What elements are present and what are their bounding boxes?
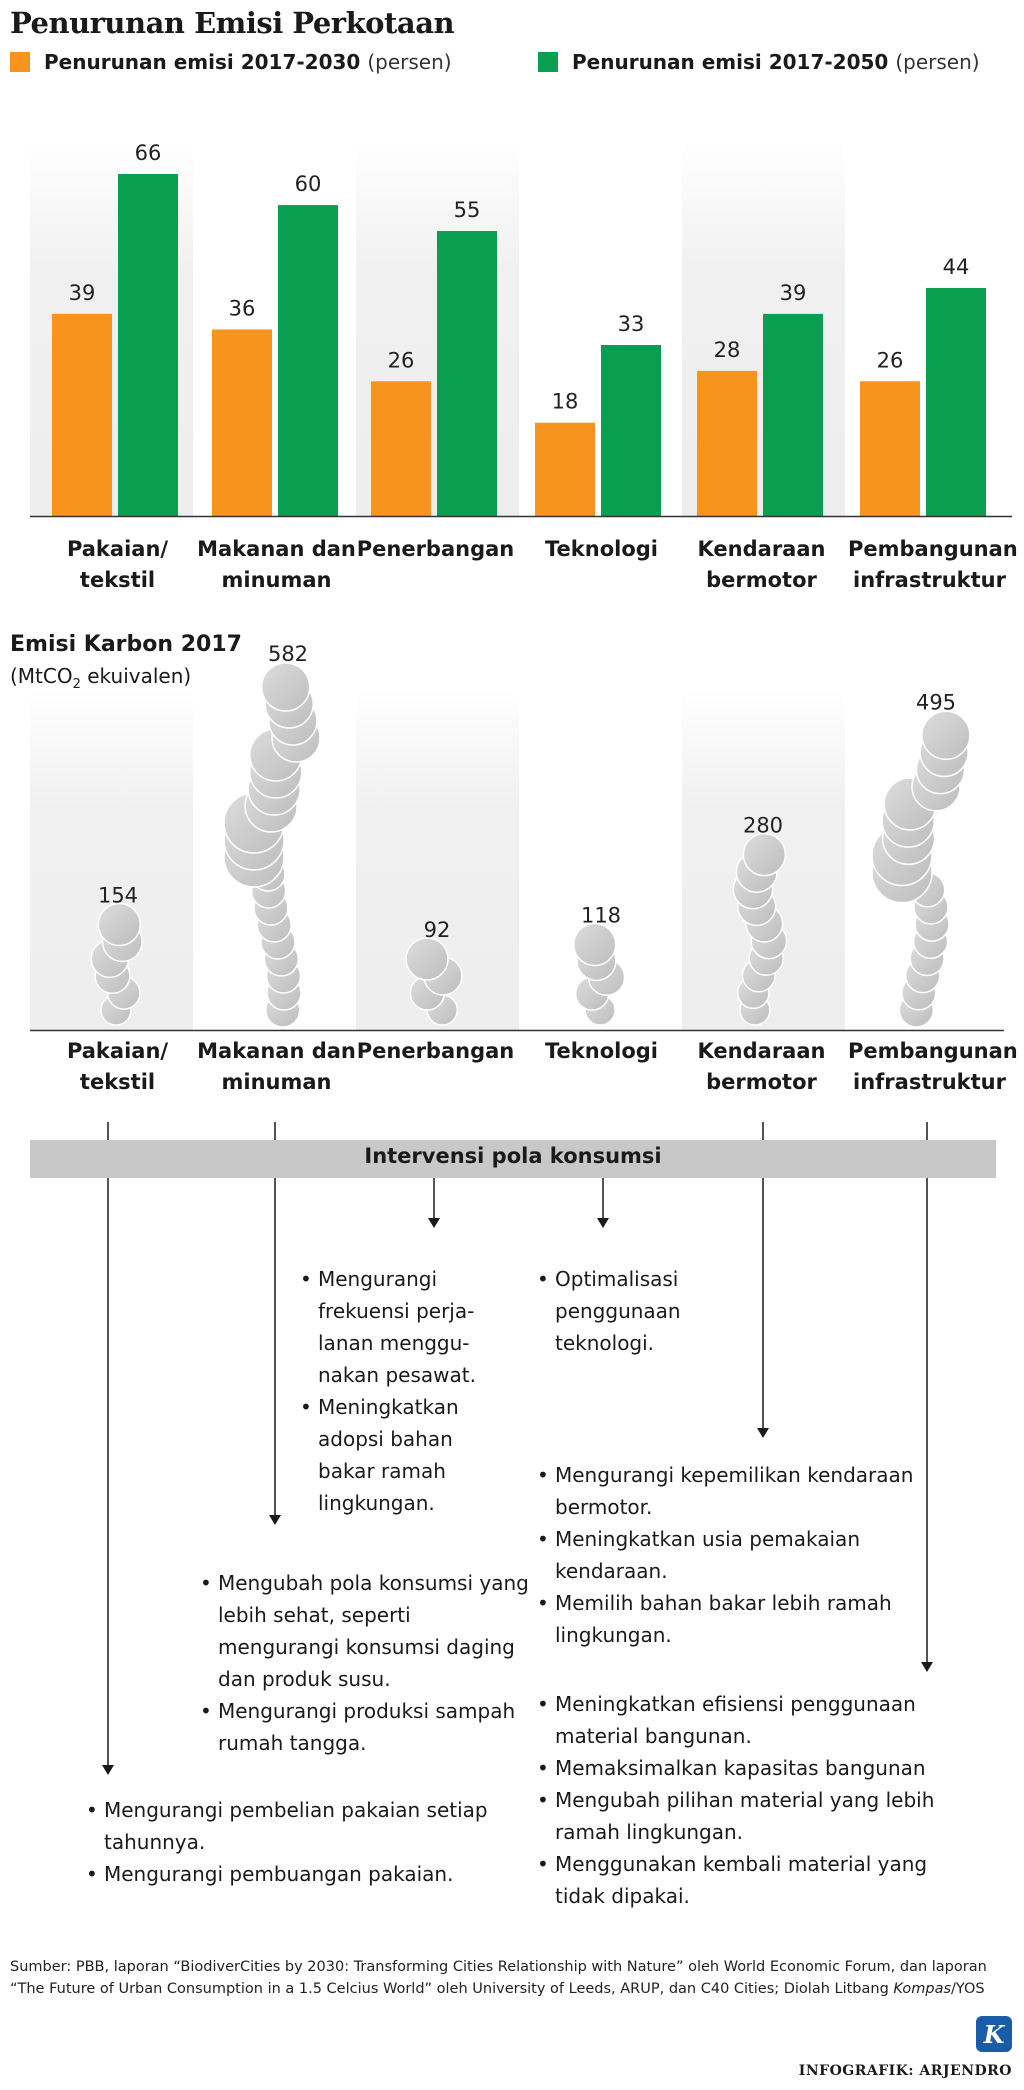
bullet-item: • Memilih bahan bakar lebih ramah lingkungan. <box>537 1587 937 1651</box>
carbon-value-pakaian: 154 <box>97 883 139 908</box>
arrow-pakaian <box>102 1122 114 1775</box>
bar-2030-kendaraan <box>697 371 757 516</box>
chart-title: Penurunan Emisi Perkotaan <box>10 6 455 40</box>
bullet-item: • Meningkatkan usia pemakaian kendaraan. <box>537 1523 937 1587</box>
bullet-item: • Mengubah pilihan material yang lebih ramah lingkungan. <box>537 1784 977 1848</box>
bullet-item: • Mengubah pola konsumsi yang lebih sehat, seperti mengurangi konsumsi daging dan produk susu. <box>200 1567 530 1695</box>
data-label-2030-infrastruktur: 26 <box>876 348 904 373</box>
data-label-2030-pakaian: 39 <box>68 280 96 305</box>
bar-2050-makanan <box>278 205 338 516</box>
source-note: Sumber: PBB, laporan “BiodiverCities by 2030: Transforming Cities Relationship with Nature” oleh World Economic Forum, dan laporan “The Future of Urban Consumption in a 1.5 Celcius World” oleh University of Leeds, ARUP, dan C40 Cities; Diolah Litbang Kompas/YOS <box>10 1959 987 1997</box>
bar-2050-pakaian <box>118 174 178 516</box>
category-label-penerbangan: Penerbangan <box>356 537 515 561</box>
arrow-teknologi <box>597 1178 609 1228</box>
data-label-2030-penerbangan: 26 <box>387 348 415 373</box>
smoke-column-teknologi <box>574 924 625 1025</box>
category-label-teknologi: Teknologi <box>545 537 658 561</box>
logo-letter: K <box>983 2020 1005 2049</box>
infographic-credit: INFOGRAFIK: ARJENDRO <box>798 2063 1012 2079</box>
bar-2030-pakaian <box>52 314 112 516</box>
bullets-makanan <box>200 1567 530 1759</box>
bullets-pakaian <box>86 1794 536 1890</box>
carbon-value-infrastruktur: 495 <box>915 690 957 715</box>
data-label-2030-kendaraan: 28 <box>713 337 741 362</box>
bar-2030-penerbangan <box>371 381 431 516</box>
category-label-pakaian: Pakaian/ tekstil <box>66 537 169 592</box>
bar-2050-kendaraan <box>763 314 823 516</box>
data-label-2030-makanan: 36 <box>228 296 256 321</box>
bar-2030-infrastruktur <box>860 381 920 516</box>
bullet-item: • Mengurangi frekuensi perja-lanan menggu-nakan pesawat. <box>300 1263 485 1391</box>
kompas-logo-icon <box>976 2016 1012 2052</box>
smoke-column-infrastruktur <box>872 711 970 1027</box>
bar-2050-infrastruktur <box>926 288 986 516</box>
carbon-category-label-kendaraan: Kendaraan bermotor <box>697 1039 826 1094</box>
bullet-item: • Mengurangi produksi sampah rumah tangga. <box>200 1695 530 1759</box>
arrow-penerbangan <box>428 1178 440 1228</box>
bullets-infrastruktur <box>537 1688 977 1912</box>
carbon-value-teknologi: 118 <box>580 903 622 928</box>
bullet-item: • Meningkatkan efisiensi penggunaan material bangunan. <box>537 1688 977 1752</box>
carbon-title: Emisi Karbon 2017 <box>10 632 242 657</box>
carbon-value-penerbangan: 92 <box>423 917 451 942</box>
bullet-item: • Memaksimalkan kapasitas bangunan <box>537 1752 977 1784</box>
category-label-infrastruktur: Pembangunan infrastruktur <box>848 537 1018 592</box>
smoke-column-makanan <box>224 663 320 1027</box>
data-label-2050-penerbangan: 55 <box>453 198 481 222</box>
legend-label-2030: Penurunan emisi 2017-2030 <box>44 50 361 74</box>
bullet-item: • Menggunakan kembali material yang tidak dipakai. <box>537 1848 977 1912</box>
bullet-item: • Meningkatkan adopsi bahan bakar ramah lingkungan. <box>300 1391 485 1519</box>
carbon-value-kendaraan: 280 <box>742 813 784 838</box>
data-label-2050-kendaraan: 39 <box>779 280 807 305</box>
bar-2050-penerbangan <box>437 231 497 516</box>
legend-unit-2030: (persen) <box>367 50 452 74</box>
bullets-penerbangan <box>300 1263 485 1519</box>
intervention-band-label: Intervensi pola konsumsi <box>364 1144 662 1168</box>
data-label-2050-pakaian: 66 <box>134 141 162 165</box>
carbon-value-makanan: 582 <box>267 641 309 666</box>
carbon-category-label-penerbangan: Penerbangan <box>356 1039 515 1063</box>
bullet-item: • Mengurangi kepemilikan kendaraan bermotor. <box>537 1459 937 1523</box>
carbon-unit: (MtCO$_2$ ekuivalen) <box>10 664 192 692</box>
bullets-teknologi <box>537 1263 722 1359</box>
category-label-makanan: Makanan dan minuman <box>197 537 356 592</box>
legend-label-2050: Penurunan emisi 2017-2050 <box>572 50 889 74</box>
bar-2050-teknologi <box>601 345 661 516</box>
legend-unit-2050: (persen) <box>895 50 980 74</box>
carbon-category-label-pakaian: Pakaian/ tekstil <box>66 1039 169 1094</box>
carbon-category-label-makanan: Makanan dan minuman <box>197 1039 356 1094</box>
category-label-kendaraan: Kendaraan bermotor <box>697 537 826 592</box>
bar-2030-makanan <box>212 329 272 516</box>
data-label-2030-teknologi: 18 <box>551 389 579 414</box>
bullets-kendaraan <box>537 1459 937 1651</box>
carbon-category-label-infrastruktur: Pembangunan infrastruktur <box>848 1039 1018 1094</box>
carbon-category-label-teknologi: Teknologi <box>545 1039 658 1063</box>
data-label-2050-makanan: 60 <box>294 172 322 197</box>
bar-2030-teknologi <box>535 423 595 516</box>
bullet-item: • Optimalisasi penggunaan teknologi. <box>537 1263 722 1359</box>
bullet-item: • Mengurangi pembelian pakaian setiap tahunnya. <box>86 1794 536 1858</box>
arrow-makanan <box>269 1122 281 1525</box>
bullet-item: • Mengurangi pembuangan pakaian. <box>86 1858 536 1890</box>
data-label-2050-infrastruktur: 44 <box>942 255 970 279</box>
data-label-2050-teknologi: 33 <box>617 312 645 336</box>
